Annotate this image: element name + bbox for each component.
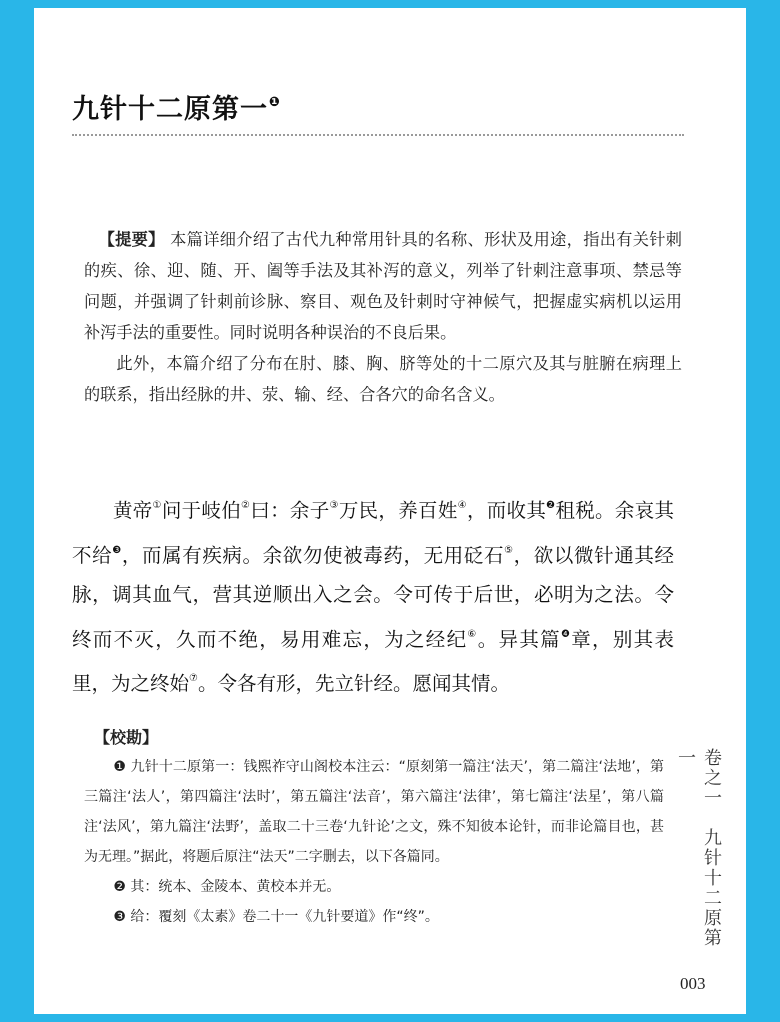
summary-section [84, 224, 682, 410]
collation-note-1: ❶ 九针十二原第一：钱熙祚守山阁校本注云：“原刻第一篇注‘法天’，第二篇注‘法地’，第三篇注‘法人’，第四篇注‘法时’，第五篇注‘法音’，第六篇注‘法律’，第七篇注‘法星’，第八篇注‘法风’，第九篇注‘法野’，盖取二十三卷‘九针论’之文，殊不知彼本论针，而非论篇目也，甚为无理。”据此，将题后原注“法天”二字删去，以下各篇同。 [84, 759, 664, 865]
main-paragraph: 黄帝①问于岐伯②曰：余子③万民，养百姓④，而收其$^❷$租税。余哀其不给$^❸$，而属有疾病。余欲勿使被毒药，无用砭石⑤，欲以微针通其经脉，调其血气，营其逆顺出入之会。令可传于后世，必明为之法。令终而不灭，久而不绝，易用难忘，为之经纪⑥。异其篇$^❹$章，别其表里，为之终始⑦。令各有形，先立针经。愿闻其情。 [72, 499, 674, 695]
annotation-ref: ① [152, 500, 162, 511]
chapter-title: 九针十二原第一$^❶$ [72, 94, 282, 125]
annotation-ref: ⑦ [189, 673, 198, 684]
annotation-ref: ② [241, 500, 251, 511]
book-page [34, 8, 746, 1014]
collation-section [84, 724, 664, 932]
collation-ref: ❷ [546, 500, 556, 511]
summary-paragraph-1: 【提要】 本篇详细介绍了古代九种常用针具的名称、形状及用途，指出有关针刺的疾、徐、迎、随、开、阖等手法及其补泻的意义，列举了针刺注意事项、禁忌等问题，并强调了针刺前诊脉、察目、观色及针刺时守神候气，把握虚实病机以运用补泻手法的重要性。同时说明各种误治的不良后果。 [84, 230, 682, 342]
collation-ref: ❸ [112, 544, 122, 556]
collation-ref: ❹ [560, 628, 572, 640]
collation-note-3: ❸ 给：覆刻《太素》卷二十一《九针要道》作“终”。 [113, 909, 439, 925]
title-note-marker: ❶ [269, 95, 282, 110]
collation-note-2: ❷ 其：统本、金陵本、黄校本并无。 [113, 879, 341, 895]
annotation-ref: ⑤ [504, 544, 514, 556]
summary-label: 【提要】 [98, 230, 165, 249]
collation-heading: 【校勘】 [94, 728, 159, 747]
annotation-ref: ④ [457, 500, 467, 511]
summary-paragraph-2: 此外，本篇介绍了分布在肘、膝、胸、脐等处的十二原穴及其与脏腑在病理上的联系，指出经脉的井、荥、输、经、合各穴的命名含义。 [84, 354, 682, 404]
annotation-ref: ③ [329, 500, 339, 511]
main-text [72, 486, 674, 704]
chapter-title-row [72, 86, 688, 125]
running-head: 卷之一 九针十二原第一 [675, 748, 722, 948]
title-divider [72, 134, 684, 136]
page-number: 003 [680, 974, 706, 993]
annotation-ref: ⑥ [467, 628, 478, 640]
